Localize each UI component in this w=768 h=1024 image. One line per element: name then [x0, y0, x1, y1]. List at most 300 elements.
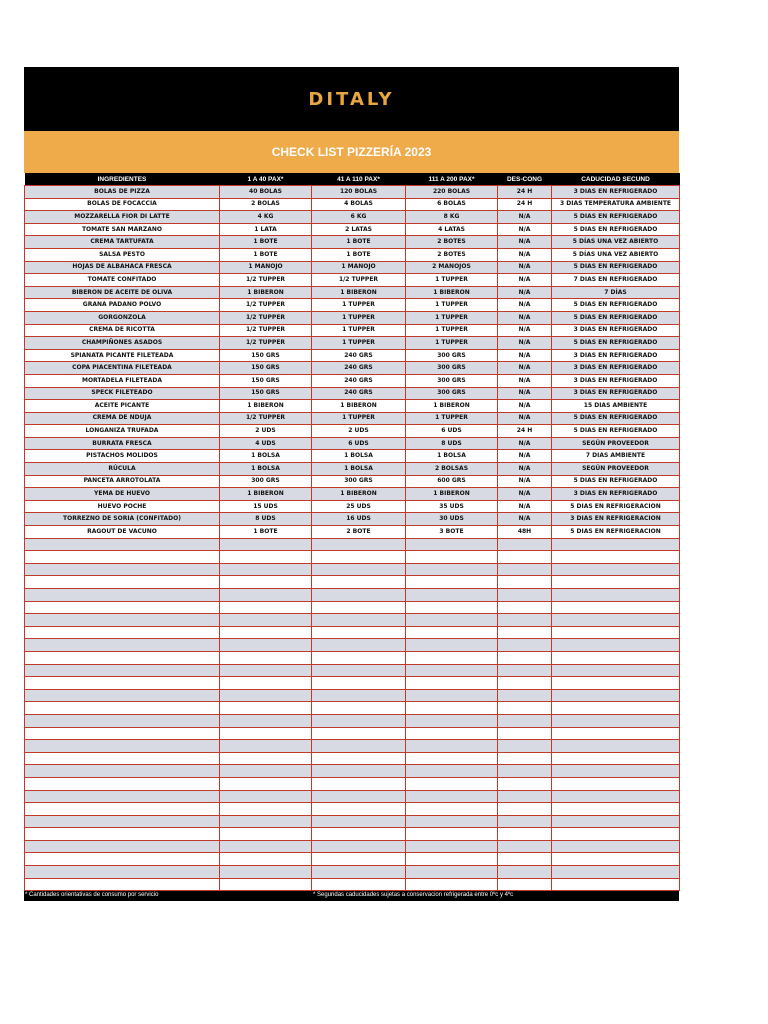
cell-qty-41-110	[312, 840, 406, 853]
cell-caducidad: 3 DIAS EN REFRIGERADO	[552, 374, 680, 387]
column-header-descong: DES-CONG	[498, 173, 552, 186]
cell-descong: N/A	[498, 362, 552, 375]
cell-qty-111-200: 300 GRS	[406, 362, 498, 375]
cell-caducidad	[552, 866, 680, 879]
cell-caducidad	[552, 651, 680, 664]
cell-qty-1-40: 1/2 TUPPER	[220, 299, 312, 312]
table-row	[25, 274, 680, 287]
cell-caducidad: 5 DIAS EN REFRIGERACION	[552, 500, 680, 513]
table-row	[25, 349, 680, 362]
cell-descong	[498, 639, 552, 652]
cell-ingredient	[25, 626, 220, 639]
cell-qty-41-110: 240 GRS	[312, 374, 406, 387]
cell-descong: N/A	[498, 450, 552, 463]
empty-table-row	[25, 765, 680, 778]
cell-qty-1-40: 300 GRS	[220, 475, 312, 488]
cell-ingredient: CREMA TARTUFATA	[25, 236, 220, 249]
cell-ingredient: CHAMPIÑONES ASADOS	[25, 337, 220, 350]
cell-qty-1-40	[220, 639, 312, 652]
cell-qty-111-200: 1 TUPPER	[406, 337, 498, 350]
cell-qty-41-110	[312, 777, 406, 790]
empty-table-row	[25, 651, 680, 664]
cell-qty-111-200: 220 BOLAS	[406, 186, 498, 199]
cell-caducidad: 5 DIAS EN REFRIGERADO	[552, 412, 680, 425]
cell-ingredient: RAGOUT DE VACUNO	[25, 526, 220, 539]
cell-qty-111-200: 2 BOLSAS	[406, 463, 498, 476]
table-row	[25, 324, 680, 337]
cell-descong	[498, 828, 552, 841]
cell-qty-41-110: 240 GRS	[312, 387, 406, 400]
cell-qty-41-110: 1 BIBERON	[312, 400, 406, 413]
table-row	[25, 186, 680, 199]
ingredients-table	[24, 173, 680, 891]
cell-caducidad: 3 DIAS EN REFRIGERADO	[552, 349, 680, 362]
cell-qty-111-200: 1 BIBERON	[406, 400, 498, 413]
cell-qty-41-110: 4 BOLAS	[312, 198, 406, 211]
cell-descong	[498, 853, 552, 866]
cell-qty-41-110: 1 BOTE	[312, 248, 406, 261]
cell-qty-1-40: 1 BIBERON	[220, 400, 312, 413]
empty-table-row	[25, 576, 680, 589]
cell-qty-111-200	[406, 815, 498, 828]
cell-caducidad	[552, 853, 680, 866]
cell-ingredient: TOMATE CONFITADO	[25, 274, 220, 287]
cell-qty-41-110	[312, 702, 406, 715]
cell-qty-111-200: 6 UDS	[406, 425, 498, 438]
cell-qty-111-200: 2 BOTES	[406, 236, 498, 249]
cell-qty-41-110	[312, 626, 406, 639]
table-row	[25, 412, 680, 425]
cell-qty-41-110: 240 GRS	[312, 349, 406, 362]
cell-ingredient: COPA PIACENTINA FILETEADA	[25, 362, 220, 375]
table-row	[25, 463, 680, 476]
cell-caducidad: 3 DIAS EN REFRIGERADO	[552, 324, 680, 337]
cell-qty-41-110: 1 MANOJO	[312, 261, 406, 274]
empty-table-row	[25, 538, 680, 551]
cell-qty-41-110	[312, 563, 406, 576]
cell-qty-1-40: 40 BOLAS	[220, 186, 312, 199]
cell-descong: N/A	[498, 248, 552, 261]
cell-qty-41-110: 6 UDS	[312, 437, 406, 450]
cell-caducidad	[552, 752, 680, 765]
cell-descong: N/A	[498, 437, 552, 450]
table-row	[25, 450, 680, 463]
table-row	[25, 475, 680, 488]
cell-qty-41-110	[312, 790, 406, 803]
column-header-caducidad: CADUCIDAD SECUND	[552, 173, 680, 186]
cell-ingredient	[25, 589, 220, 602]
cell-qty-111-200: 3 BOTE	[406, 526, 498, 539]
cell-ingredient: PISTACHOS MOLIDOS	[25, 450, 220, 463]
cell-qty-111-200	[406, 853, 498, 866]
cell-qty-111-200	[406, 878, 498, 891]
cell-qty-1-40	[220, 689, 312, 702]
cell-qty-111-200	[406, 551, 498, 564]
cell-qty-1-40	[220, 878, 312, 891]
empty-table-row	[25, 677, 680, 690]
cell-qty-41-110: 1 BIBERON	[312, 286, 406, 299]
cell-ingredient	[25, 803, 220, 816]
cell-qty-41-110: 1 TUPPER	[312, 337, 406, 350]
cell-ingredient	[25, 702, 220, 715]
cell-qty-1-40	[220, 840, 312, 853]
cell-descong: N/A	[498, 387, 552, 400]
cell-caducidad: 15 DIAS AMBIENTE	[552, 400, 680, 413]
cell-descong	[498, 815, 552, 828]
brand-header	[24, 67, 679, 131]
empty-table-row	[25, 828, 680, 841]
cell-descong	[498, 576, 552, 589]
cell-qty-1-40: 1 MANOJO	[220, 261, 312, 274]
cell-qty-1-40: 2 UDS	[220, 425, 312, 438]
cell-qty-1-40	[220, 765, 312, 778]
cell-caducidad: 5 DIAS EN REFRIGERADO	[552, 299, 680, 312]
cell-caducidad	[552, 576, 680, 589]
cell-descong: N/A	[498, 236, 552, 249]
empty-table-row	[25, 840, 680, 853]
cell-descong: 24 H	[498, 425, 552, 438]
table-row	[25, 236, 680, 249]
empty-table-row	[25, 614, 680, 627]
cell-qty-1-40	[220, 551, 312, 564]
cell-qty-1-40	[220, 576, 312, 589]
cell-descong: N/A	[498, 261, 552, 274]
cell-qty-41-110: 1 BOTE	[312, 236, 406, 249]
cell-qty-41-110: 1 BOLSA	[312, 463, 406, 476]
cell-qty-41-110: 6 KG	[312, 211, 406, 224]
cell-caducidad	[552, 815, 680, 828]
empty-table-row	[25, 689, 680, 702]
brand-logo: DITALY	[308, 88, 395, 110]
empty-table-row	[25, 803, 680, 816]
cell-qty-1-40: 150 GRS	[220, 374, 312, 387]
cell-qty-1-40	[220, 563, 312, 576]
cell-ingredient	[25, 639, 220, 652]
cell-caducidad: 7 DIAS EN REFRIGERADO	[552, 274, 680, 287]
cell-descong: N/A	[498, 349, 552, 362]
cell-ingredient	[25, 790, 220, 803]
cell-qty-111-200	[406, 803, 498, 816]
cell-caducidad: 5 DÍAS UNA VEZ ABIERTO	[552, 248, 680, 261]
cell-ingredient	[25, 551, 220, 564]
cell-ingredient: SALSA PESTO	[25, 248, 220, 261]
cell-qty-111-200	[406, 626, 498, 639]
cell-descong	[498, 866, 552, 879]
cell-caducidad: 3 DIAS EN REFRIGERADO	[552, 387, 680, 400]
cell-caducidad	[552, 828, 680, 841]
cell-qty-1-40	[220, 853, 312, 866]
cell-caducidad	[552, 677, 680, 690]
cell-qty-41-110: 2 LATAS	[312, 223, 406, 236]
cell-descong	[498, 551, 552, 564]
cell-descong	[498, 803, 552, 816]
cell-qty-111-200	[406, 639, 498, 652]
cell-ingredient: BOLAS DE FOCACCIA	[25, 198, 220, 211]
cell-ingredient	[25, 563, 220, 576]
cell-qty-1-40	[220, 777, 312, 790]
cell-caducidad	[552, 777, 680, 790]
cell-qty-111-200: 1 TUPPER	[406, 274, 498, 287]
cell-ingredient: SPIANATA PICANTE FILETEADA	[25, 349, 220, 362]
cell-caducidad: 3 DIAS EN REFRIGERADO	[552, 362, 680, 375]
cell-qty-1-40	[220, 538, 312, 551]
empty-table-row	[25, 815, 680, 828]
cell-descong: N/A	[498, 475, 552, 488]
cell-ingredient	[25, 601, 220, 614]
cell-qty-1-40	[220, 664, 312, 677]
cell-caducidad: SEGÚN PROVEEDOR	[552, 463, 680, 476]
cell-caducidad	[552, 803, 680, 816]
cell-caducidad: 5 DIAS EN REFRIGERADO	[552, 425, 680, 438]
cell-descong: 24 H	[498, 186, 552, 199]
table-row	[25, 513, 680, 526]
column-header-1-40-pax: 1 A 40 PAX*	[220, 173, 312, 186]
empty-table-row	[25, 551, 680, 564]
cell-qty-111-200	[406, 777, 498, 790]
cell-qty-1-40	[220, 803, 312, 816]
cell-qty-111-200	[406, 790, 498, 803]
cell-caducidad	[552, 664, 680, 677]
cell-ingredient: YEMA DE HUEVO	[25, 488, 220, 501]
cell-qty-1-40	[220, 601, 312, 614]
cell-qty-111-200: 2 BOTES	[406, 248, 498, 261]
cell-qty-41-110: 1 TUPPER	[312, 299, 406, 312]
cell-caducidad: 3 DIAS EN REFRIGERADO	[552, 186, 680, 199]
table-row	[25, 387, 680, 400]
cell-qty-1-40: 1 BOTE	[220, 526, 312, 539]
cell-qty-111-200: 35 UDS	[406, 500, 498, 513]
cell-ingredient: GRANA PADANO POLVO	[25, 299, 220, 312]
cell-qty-1-40: 1 BIBERON	[220, 488, 312, 501]
empty-table-row	[25, 601, 680, 614]
table-row	[25, 299, 680, 312]
cell-ingredient	[25, 689, 220, 702]
cell-qty-1-40	[220, 828, 312, 841]
cell-ingredient	[25, 740, 220, 753]
empty-table-row	[25, 626, 680, 639]
cell-qty-41-110	[312, 614, 406, 627]
cell-descong	[498, 538, 552, 551]
cell-descong	[498, 878, 552, 891]
empty-table-row	[25, 866, 680, 879]
column-header-111-200-pax: 111 A 200 PAX*	[406, 173, 498, 186]
cell-qty-1-40	[220, 752, 312, 765]
cell-ingredient	[25, 840, 220, 853]
cell-caducidad	[552, 689, 680, 702]
cell-descong	[498, 714, 552, 727]
footer-notes	[24, 891, 679, 901]
cell-descong: N/A	[498, 463, 552, 476]
cell-qty-41-110	[312, 828, 406, 841]
table-row	[25, 488, 680, 501]
cell-qty-41-110	[312, 601, 406, 614]
cell-descong: N/A	[498, 500, 552, 513]
cell-caducidad: 5 DIAS EN REFRIGERADO	[552, 223, 680, 236]
table-row	[25, 311, 680, 324]
cell-qty-1-40: 4 KG	[220, 211, 312, 224]
table-row	[25, 374, 680, 387]
cell-descong	[498, 626, 552, 639]
cell-qty-41-110: 25 UDS	[312, 500, 406, 513]
cell-qty-111-200: 1 BIBERON	[406, 286, 498, 299]
cell-ingredient	[25, 677, 220, 690]
cell-descong	[498, 740, 552, 753]
cell-caducidad	[552, 740, 680, 753]
empty-table-row	[25, 589, 680, 602]
cell-qty-111-200: 1 TUPPER	[406, 324, 498, 337]
cell-qty-1-40	[220, 714, 312, 727]
table-row	[25, 425, 680, 438]
cell-caducidad	[552, 840, 680, 853]
cell-caducidad: 7 DIAS AMBIENTE	[552, 450, 680, 463]
cell-qty-1-40: 8 UDS	[220, 513, 312, 526]
cell-qty-111-200: 1 BIBERON	[406, 488, 498, 501]
cell-qty-1-40: 1 BOTE	[220, 236, 312, 249]
cell-caducidad: 5 DIAS EN REFRIGERADO	[552, 311, 680, 324]
empty-table-row	[25, 777, 680, 790]
cell-descong	[498, 601, 552, 614]
cell-qty-41-110	[312, 576, 406, 589]
cell-qty-111-200	[406, 601, 498, 614]
cell-qty-111-200	[406, 589, 498, 602]
cell-ingredient	[25, 614, 220, 627]
cell-qty-111-200	[406, 689, 498, 702]
cell-caducidad: 5 DÍAS UNA VEZ ABIERTO	[552, 236, 680, 249]
column-header-41-110-pax: 41 A 110 PAX*	[312, 173, 406, 186]
cell-caducidad: 5 DIAS EN REFRIGERADO	[552, 337, 680, 350]
cell-caducidad	[552, 601, 680, 614]
cell-caducidad	[552, 551, 680, 564]
cell-ingredient	[25, 878, 220, 891]
cell-descong: N/A	[498, 223, 552, 236]
cell-qty-111-200	[406, 828, 498, 841]
cell-qty-41-110	[312, 853, 406, 866]
cell-descong: N/A	[498, 274, 552, 287]
cell-qty-41-110	[312, 740, 406, 753]
cell-qty-1-40: 1/2 TUPPER	[220, 311, 312, 324]
table-row	[25, 526, 680, 539]
cell-qty-111-200	[406, 866, 498, 879]
cell-qty-41-110: 1 BOLSA	[312, 450, 406, 463]
cell-qty-41-110	[312, 803, 406, 816]
cell-descong	[498, 765, 552, 778]
cell-qty-111-200	[406, 651, 498, 664]
cell-qty-1-40	[220, 614, 312, 627]
cell-ingredient: PANCETA ARROTOLATA	[25, 475, 220, 488]
cell-qty-1-40	[220, 626, 312, 639]
column-header-ingredients: INGREDIENTES	[25, 173, 220, 186]
cell-caducidad: 7 DÍAS	[552, 286, 680, 299]
cell-qty-111-200	[406, 840, 498, 853]
table-row	[25, 500, 680, 513]
cell-descong: N/A	[498, 324, 552, 337]
cell-qty-41-110	[312, 651, 406, 664]
cell-qty-41-110: 1 TUPPER	[312, 324, 406, 337]
cell-ingredient: LONGANIZA TRUFADA	[25, 425, 220, 438]
empty-table-row	[25, 639, 680, 652]
cell-descong	[498, 614, 552, 627]
cell-descong	[498, 727, 552, 740]
cell-qty-41-110	[312, 538, 406, 551]
cell-qty-1-40	[220, 651, 312, 664]
cell-descong: N/A	[498, 211, 552, 224]
cell-descong: 48H	[498, 526, 552, 539]
cell-qty-1-40: 150 GRS	[220, 387, 312, 400]
cell-caducidad	[552, 765, 680, 778]
cell-qty-111-200	[406, 677, 498, 690]
cell-ingredient: HUEVO POCHE	[25, 500, 220, 513]
cell-qty-111-200: 1 TUPPER	[406, 311, 498, 324]
cell-qty-1-40: 1/2 TUPPER	[220, 412, 312, 425]
cell-qty-41-110: 1/2 TUPPER	[312, 274, 406, 287]
cell-qty-111-200	[406, 538, 498, 551]
checklist-sheet	[24, 67, 679, 901]
empty-table-row	[25, 664, 680, 677]
cell-qty-111-200: 300 GRS	[406, 374, 498, 387]
cell-qty-111-200	[406, 727, 498, 740]
cell-qty-111-200: 2 MANOJOS	[406, 261, 498, 274]
cell-ingredient: GORGONZOLA	[25, 311, 220, 324]
cell-qty-41-110: 1 TUPPER	[312, 311, 406, 324]
cell-caducidad	[552, 538, 680, 551]
cell-descong	[498, 790, 552, 803]
cell-qty-111-200	[406, 765, 498, 778]
cell-caducidad: 5 DIAS EN REFRIGERADO	[552, 475, 680, 488]
cell-qty-41-110	[312, 878, 406, 891]
cell-ingredient: BOLAS DE PIZZA	[25, 186, 220, 199]
cell-descong	[498, 589, 552, 602]
cell-qty-111-200	[406, 664, 498, 677]
cell-qty-111-200: 300 GRS	[406, 349, 498, 362]
cell-qty-1-40	[220, 740, 312, 753]
cell-caducidad: 5 DIAS EN REFRIGERADO	[552, 261, 680, 274]
table-row	[25, 211, 680, 224]
cell-qty-111-200: 1 TUPPER	[406, 412, 498, 425]
cell-ingredient: TORREZNO DE SORIA (CONFITADO)	[25, 513, 220, 526]
cell-caducidad	[552, 639, 680, 652]
cell-ingredient: MORTADELA FILETEADA	[25, 374, 220, 387]
cell-qty-41-110: 1 BIBERON	[312, 488, 406, 501]
empty-table-row	[25, 563, 680, 576]
cell-descong: N/A	[498, 488, 552, 501]
cell-qty-1-40	[220, 677, 312, 690]
cell-descong	[498, 664, 552, 677]
empty-table-row	[25, 740, 680, 753]
empty-table-row	[25, 714, 680, 727]
cell-descong: N/A	[498, 412, 552, 425]
cell-qty-1-40	[220, 589, 312, 602]
cell-ingredient: MOZZARELLA FIOR DI LATTE	[25, 211, 220, 224]
cell-descong: N/A	[498, 337, 552, 350]
cell-qty-111-200	[406, 576, 498, 589]
cell-qty-41-110	[312, 866, 406, 879]
cell-qty-1-40: 4 UDS	[220, 437, 312, 450]
cell-caducidad	[552, 614, 680, 627]
cell-descong: 24 H	[498, 198, 552, 211]
cell-descong: N/A	[498, 400, 552, 413]
cell-ingredient	[25, 828, 220, 841]
cell-caducidad	[552, 589, 680, 602]
cell-descong: N/A	[498, 513, 552, 526]
cell-qty-41-110: 16 UDS	[312, 513, 406, 526]
cell-qty-41-110	[312, 714, 406, 727]
cell-qty-41-110: 2 BOTE	[312, 526, 406, 539]
cell-caducidad	[552, 727, 680, 740]
cell-descong	[498, 651, 552, 664]
cell-caducidad	[552, 563, 680, 576]
cell-qty-1-40: 1 BOTE	[220, 248, 312, 261]
empty-table-row	[25, 790, 680, 803]
